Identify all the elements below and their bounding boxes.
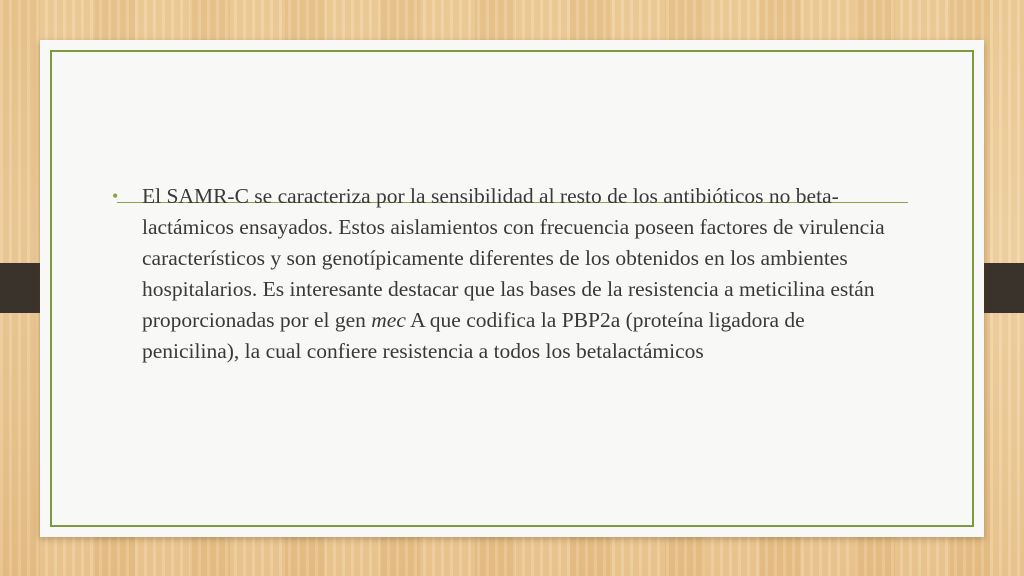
bullet-dot-icon: • [112, 186, 119, 206]
bullet-item [112, 181, 902, 367]
bullet-text [142, 184, 885, 363]
gene-name-italic: mec [371, 308, 406, 332]
slide-body [112, 181, 902, 367]
bullet-text-part-1: El SAMR-C se caracteriza por la sensibilidad al resto de los antibióticos no beta-lactámicos ensayados. Estos aislamientos con frecuencia poseen factores de virulencia característicos y son genotípicamente diferentes de los obtenidos en los ambientes hospitalarios. Es interesante destacar que las bases de la resistencia a meticilina están proporcionadas por el gen [142, 184, 885, 332]
bullet-list [112, 181, 902, 367]
bullet-text-part-2: A que codifica la PBP2a (proteína ligadora de penicilina), la cual confiere resistencia a todos los betalactámicos [142, 308, 805, 363]
